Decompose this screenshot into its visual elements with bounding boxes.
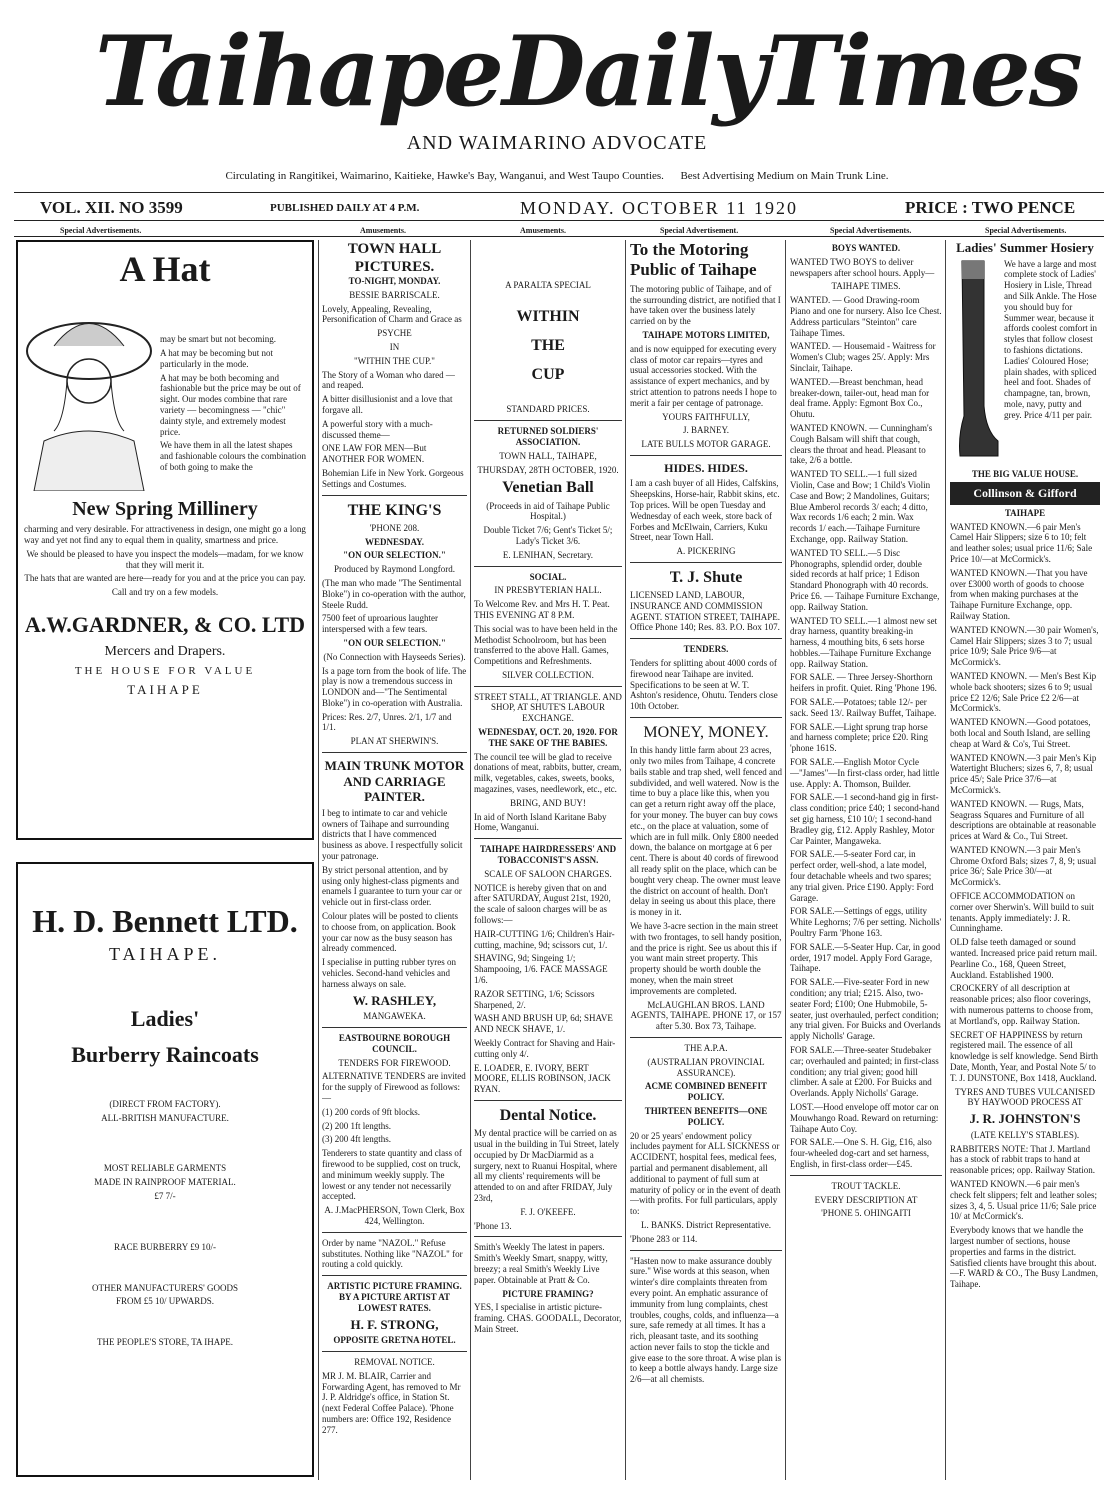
tenders-heading: TENDERS. [683,644,729,655]
want-10: FOR SALE.—Light sprung trap horse and harness complete; price £20. Ring 'phone 161S. [790,721,928,754]
bessie: BESSIE BARRISCALE. [349,289,440,300]
hides-heading: HIDES. HIDES. [664,460,748,475]
kings-phone: 'PHONE 208. [369,522,420,533]
want-7: WANTED TO SELL.—1 almost new set dray harness, quantity breaking-in harness, 4 mouthing bits, 6 sets horse hobbles.—Taihape Furniture Exchange opp. Railway Station. [790,615,938,669]
trout-tackle: TROUT TACKLE. [831,1180,901,1191]
money-text: In this handy little farm about 23 acres, only two miles from Taihape, 4 concrete bails stable and trap shed, well fenced and subdivided, and well watered. Now is the time to buy a place like this, when you can get a return right away off the place, for your money. The buyer can buy cows etc., on the place at valuation, some of which are in full milk. Only £800 needed down, the balance on mortgage at 6 per cent. There is about 40 cords of firewood all ready split on the place, which can be bought very cheap. The owner must leave the district on account of health. Don't delay in seeing us about this place, there is money in it. [630,745,782,918]
store-name: THE PEOPLE'S STORE, TA IHAPE. [96,1337,234,1348]
johnston-name: J. R. JOHNSTON'S [969,1111,1081,1127]
barney: J. BARNEY. [682,425,730,436]
race-burberry: RACE BURBERRY £9 10/- [114,1241,216,1252]
column-3 [474,240,622,1480]
column-2 [322,240,467,1480]
issue-price: PRICE : TWO PENCE [905,198,1076,217]
column-divider [470,240,471,1480]
motor-specialise: I specialise in putting rubber tyres on vehicles. Second-hand vehicles and harness always on sale. [322,957,456,989]
masthead-word-2: Daily [502,15,767,128]
plan-sherwins: PLAN AT SHERWIN'S. [350,736,439,747]
direct-factory: (DIRECT FROM FACTORY). [109,1098,221,1109]
ad-7: WANTED KNOWN. — Rugs, Mats, Seagrass Squares and Furniture of all descriptions are obtainable at reasonable prices at Ward & Co., Tui Street. [950,798,1096,842]
ad-10: OLD false teeth damaged or sound wanted. Increased price paid return mail. Pearline Co., 168, Queen Street, Auckland. Established 1900. [950,937,1098,980]
want-12: FOR SALE.—1 second-hand gig in first-class condition; price £40; 1 second-hand set gig harness, £10 10/; 1 second-hand Bradley gig, £12. Apply Rashley, Motor Car Painter, Mangaweka. [790,792,940,846]
millinery-text-3: The hats that are wanted are here—ready for you and at the price you can pay. [24,573,306,584]
hairdressers: TAIHAPE HAIRDRESSERS' AND TOBACCONIST'S ASSN. [479,844,617,866]
volume-number: VOL. XII. NO 3599 [40,198,183,217]
tenders-text: Tenders for splitting about 4000 cords of firewood near Taihape are invited. Specifications to be seen at W. T. Ashton's residence, Ohutu. Tenders close 10th October. [630,658,778,712]
removal-text: MR J. M. BLAIR, Carrier and Forwarding Agent, has removed to Mr J. P. Aldridge's office, in Station St. (next Federal Coffee Palace). 'Phone numbers are: Office 192, Residence 277. [322,1370,461,1435]
tonight-line: TO-NIGHT, MONDAY. [348,276,441,286]
shute-text: LICENSED LAND, LABOUR, INSURANCE AND COMMISSION AGENT. STATION STREET, TAIHAPE. Office Phone 140; Res. 83. P.O. Box 107. [630,590,781,633]
wash: WASH AND BRUSH UP, 6d; SHAVE AND NECK SHAVE, 1/. [474,1013,613,1035]
from-price: FROM £5 10/ UPWARDS. [115,1296,215,1307]
strong-location: OPPOSITE GRETNA HOTEL. [333,1335,456,1346]
the-word: THE [531,336,565,354]
issue-date: MONDAY. OCTOBER 11 1920 [520,198,799,218]
motoring-p2: and is now equipped for executing every class of motor car repairs—tyres and usual accessories stocked. With the assistance of expert mechanics, and by strict attention to patrons needs I hope to merit a fair per centage of patronage. [630,343,777,408]
okeefe: F. J. O'KEEFE. [520,1206,576,1217]
collinson-gifford: Collinson & Gifford [973,486,1077,501]
money-heading: MONEY, MONEY. [643,724,769,742]
saloon-scale: SCALE OF SALOON CHARGES. [484,868,612,879]
motor-strict: By strict personal attention, and by using only highest-class pigments and enamels I guarantee to turn your car or vehicle out in first-class order. [322,864,462,908]
house-line: THE HOUSE FOR VALUE [74,665,256,678]
eastbourne: EASTBOURNE BOROUGH COUNCIL. [338,1033,451,1054]
pickering: A. PICKERING [676,546,736,557]
hides-text: I am a cash buyer of all Hides, Calfskins, Sheepskins, Horse-hair, Rabbit skins, etc. Top prices. Will be open Tuesday and Wednesday of each week, store back of Forbes and McElwain, Carriers, Kuku Street, near Town Hall. [630,478,780,543]
column-1 [16,240,314,1480]
column-divider [785,240,786,1480]
burberry-heading: Burberry Raincoats [71,1042,259,1068]
story: The Story of a Woman who dared —and reaped. [322,369,455,391]
boys-text: WANTED TWO BOYS to deliver newspapers after school hours. Apply— [790,256,935,278]
millinery-heading: New Spring Millinery [72,498,258,521]
taihape-times: TAIHAPE TIMES. [831,281,901,292]
stall-text: The council tee will be glad to receive donations of meat, rabbits, butter, cream, milk, vegetables, cakes, sweets, books, magazines, vases, needlework, etc., etc. [474,751,622,795]
separator [322,1275,467,1276]
within-cup: "WITHIN THE CUP." [354,355,435,366]
collinson-gifford-logo [950,482,1100,504]
goodall: YES, I specialise in artistic picture-framing. CHAS. GOODALL, Decorator, Main Street. [474,1302,622,1334]
masthead-word-3: Times [766,15,1081,128]
page-torn: Is a page torn from the book of life. The play is now a tremendous success in LONDON and—"The Sentimental Bloke") in co-operation with Australia. [322,665,467,708]
separator [474,1100,622,1101]
all-british: ALL-BRITISH MANUFACTURE. [101,1112,229,1123]
masthead-word-1: Taihape [95,15,503,128]
category-header-3: Amusements. [520,226,566,235]
want-16: FOR SALE.—Five-seater Ford in new condition; any trial; £215. Also, two-seater Ford; £100; One Hubmobile, 5-seater, just overhauled, perfect condition; any trial given. For Buicks and Overlands apply Nicholls' Garage. [790,977,941,1042]
no-connection: (No Connection with Hayseeds Series). [323,651,466,662]
want-4: WANTED KNOWN. — Cunningham's Cough Balsam will shift that cough, clears the throat and head. Pleasant to take, 2/6 a bottle. [790,422,933,466]
social-heading: SOCIAL. [529,571,567,582]
nazol: Order by name "NAZOL." Refuse substitutes. Nothing like "NAZOL" for routing a cold quickly. [322,1237,463,1270]
presby-hall: IN PRESBYTERIAN HALL. [494,585,602,596]
kings-heading: THE KING'S [347,501,442,519]
smiths-weekly: Smith's Weekly The latest in papers. Smith's Weekly Smart, snappy, witty, breezy; a real Smith's Weekly Live paper. Obtainable at Pratt & Co. [474,1242,608,1285]
lenihan: E. LENIHAN, Secretary. [502,549,594,560]
feet-laughter: 7500 feet of uproarious laughter interspersed with a few tears. [322,613,438,635]
ad-1: WANTED KNOWN.—6 pair Men's Camel Hair Slippers; size 6 to 10; felt and leather soles; usual price 11/6; Sale Price 10/—at McCormick's. [950,521,1093,564]
ad-2: WANTED KNOWN.—That you have over £3000 worth of goods to choose from when making purchases at the Taihape Furniture Exchange, opp. Railway Station. [950,567,1088,621]
rainproof-line: MADE IN RAINPROOF MATERIAL. [94,1177,236,1188]
category-header-5: Special Advertisements. [830,226,912,235]
want-5: WANTED TO SELL.—1 full sized Violin, Case and Bow; 1 Child's Violin Case and Bow; 2 Mandolines, Guitars; Blue Amberol records 3/ each; 4 ditto, Wax records 1/6 each; 2 min. Wax records 1/ each.—Taihape Furniture Exchange, opp. Railway Station. [790,469,931,544]
motor-painter-heading: MAIN TRUNK MOTOR AND CARRIAGE PAINTER. [324,758,465,805]
loader-names: E. LOADER, E. IVORY, BERT MOORE, ELLIS ROBINSON, JACK RYAN. [474,1062,611,1095]
millinery-text-1: charming and very desirable. For attractiveness in design, one might go a long way and yet not find any to equal them in quality, smartness and price. [24,524,306,545]
apa-full: (AUSTRALIAN PROVINCIAL ASSURANCE). [647,1056,765,1078]
bohemian: Bohemian Life in New York. Gorgeous Settings and Costumes. [322,467,464,489]
man-who: (The man who made "The Sentimental Bloke") in co-operation with the author, Steele Rudd. [322,577,466,610]
category-header-2: Amusements. [360,226,406,235]
welcome: To Welcome Rev. and Mrs H. T. Peat. THIS EVENING AT 8 P.M. [474,599,610,620]
separator [474,566,622,567]
tyres-line: TYRES AND TUBES VULCANISED BY HAYWOOD PROCESS AT [955,1086,1095,1108]
millinery-text-4: Call and try on a few models. [111,587,219,598]
weekly-contract: Weekly Contract for Shaving and Hair-cutting only 4/. [474,1038,616,1059]
column-4 [630,240,782,1480]
acme: ACME COMBINED BENEFIT POLICY. [644,1081,767,1103]
hosiery-heading: Ladies' Summer Hosiery [956,240,1094,255]
hasten: "Hasten now to make assurance doubly sure." Wise words at this season, when winter's dire complaints threaten from every point. An emphatic assurance of immunity from lung complaints, chest troubles, coughs, colds, and influenza—a sure, safe remedy at all times. It has a rich, pleasant taste, and its soothing action never fails to stop the tickle and give ease to the sore throat. A wise plan is to keep a bottle always handy. Large size 2/6—at all chemists. [630,1255,781,1385]
gardner-town: TAIHAPE [127,682,203,698]
circulation-line [0,170,1114,182]
paralta: A PARALTA SPECIAL [505,280,591,290]
ad-3: WANTED KNOWN.—30 pair Women's, Camel Hair Slippers; sizes 3 to 7; usual price 10/9; Sale Price 9/6—at McCormick's. [950,624,1099,668]
column-divider [945,240,946,1480]
kings-wednesday: WEDNESDAY. [364,536,425,547]
ball-tickets: Double Ticket 7/6; Gent's Ticket 5/; Lady's Ticket 3/6. [483,525,613,546]
silver-collection: SILVER COLLECTION. [502,669,594,680]
cords-2: (2) 200 1ft lengths. [322,1120,391,1131]
separator [474,686,622,687]
boys-wanted: BOYS WANTED. [831,243,901,253]
column-divider [625,240,626,1480]
want-3: WANTED.—Breast benchman, head breaker-down, tailer-out, head man for deal frame. Apply: Egmont Box Co., Ohutu. [790,376,930,420]
selection-title: "ON OUR SELECTION." [343,550,446,561]
returned-soldiers: RETURNED SOLDIERS' ASSOCIATION. [497,426,599,447]
standard-prices: STANDARD PRICES. [506,404,590,415]
category-header-6: Special Advertisements. [985,226,1067,235]
separator [630,455,782,456]
want-17: FOR SALE.—Three-seater Studebaker car; overhauled and painted; in first-class condition; any trial given; good hill climber. A sale at £200. For Buicks and Overlands. Apply Nicholls' Garage. [790,1044,939,1099]
hat-text-4: We have them in all the latest shapes and fashionable colours the combination of both going to make the [160,440,306,472]
want-11: FOR SALE.—English Motor Cycle—"James"—In first-class order, had little use. Apply: A. Thomson, Builder. [790,757,940,789]
want-2: WANTED. — Housemaid - Waitress for Women's Club; wages 25/. Apply: Mrs Sinclair, Taihape. [790,341,936,373]
separator [322,1027,467,1028]
townhall-heading: TOWN HALL PICTURES. [347,241,442,275]
gardner-hat-ad [16,240,314,840]
money-text-2: We have 3-acre section in the main street with two frontages, to sell handy position, and the price is right. See us about this if you want main street property. This property should be worth double the money, when the main street improvements are completed. [630,921,782,996]
motor-intimate: I beg to intimate to car and vehicle owners of Taihape and surrounding districts that I have commenced business as above. I respectfully solicit your patronage. [322,807,463,862]
separator [474,420,622,421]
hat-text-3: A hat may be both becoming and fashionable but the price may be out of sight. Our modes combine that rare variety — becomingness — "chic" dainty style, and extremely modest price. [160,372,301,437]
ad-9: OFFICE ACCOMMODATION on corner over Sherwin's. Will build to suit tenants. Apply immediately: J. R. Cunninghame. [950,891,1094,934]
masthead-subtitle: AND WAIMARINO ADVOCATE [406,132,708,154]
lovely: Lovely, Appealing, Revealing, Personification of Charm and Grace as [322,303,462,325]
dental-heading: Dental Notice. [499,1106,597,1124]
price-line: £7 7/- [154,1190,176,1201]
phone-13: 'Phone 13. [474,1220,512,1231]
cords-1: (1) 200 cords of 9ft blocks. [322,1106,420,1117]
collinson-town: TAIHAPE [1004,507,1046,518]
hair-cutting: HAIR-CUTTING 1/6; Children's Hair-cutting, machine, 9d; scissors cut, 1/. [474,928,615,950]
hat-text-1: may be smart but not becoming. [160,334,276,345]
want-18: LOST.—Hood envelope off motor car on Mouwhango Road. Reward on returning: Taihape Auto Coy. [790,1101,939,1134]
ad-12: SECRET OF HAPPINESS by return registered mail. The essence of all knowledge is self knowledge. Send Birth Date, Month, Year, and Postal Note 5/ to T. J. DUNSTONE, Box 1418, Auckland. [950,1029,1098,1083]
macpherson: A. J.MacPHERSON, Town Clerk, Box 424, Wellington. [324,1205,465,1226]
dental-text: My dental practice will be carried on as usual in the building in Tui Street, lately occupied by Dr MacDiarmid as a surgery, next to Ruanui Hospital, where all my clients' requirements will be attended to on and after FRIDAY, July 23rd, [474,1128,619,1203]
reliable-line: MOST RELIABLE GARMENTS [103,1163,227,1174]
bitter: A bitter disillusionist and a love that forgave all. [322,394,453,415]
lady-hat-illustration [24,291,154,491]
want-6: WANTED TO SELL.—5 Disc Phonographs, splendid order, double sided records at half price; 1 Edison Standard Phonograph with 40 records. Price £6. — Taihape Furniture Exchange, opp. Railway Station. [790,547,940,612]
ad-11: CROCKERY of all description at reasonable prices; also floor coverings, with numerous patterns to choose from, at Mortland's, opp. Railway Station. [950,983,1093,1026]
separator [322,495,467,496]
shute-name: T. J. Shute [669,568,743,586]
column-6 [950,240,1100,1480]
separator [474,838,622,839]
rsa-townhall: TOWN HALL, TAIHAPE, [499,450,597,461]
want-14: FOR SALE.—Settings of eggs, utility White Leghorns; 7/6 per setting. Nicholls' Poultry Farm 'Phone 163. [790,906,942,939]
selection-title-2: "ON OUR SELECTION." [343,637,446,648]
rsa-date: THURSDAY, 28TH OCTOBER, 1920. [477,464,619,475]
kelly-stables: (LATE KELLY'S STABLES). [970,1129,1080,1140]
ad-6: WANTED KNOWN.—3 pair Men's Kip Watertight Bluchers; sizes 6, 7, 8; usual price 45/; Sale Price 37/6—at McCormick's. [950,752,1097,795]
ad-4: WANTED KNOWN. — Men's Best Kip whole back shooters; sizes 6 to 9; usual price £2 12/6; Sale Price £2 2/6—at McCormick's. [950,670,1097,714]
eastbourne-tenders: TENDERS FOR FIREWOOD. [338,1057,451,1068]
separator [322,752,467,753]
gardner-name: A.W.GARDNER, & CO. LTD [24,611,306,637]
masthead-title [95,8,1081,128]
framing-heading: PICTURE FRAMING? [502,1288,594,1299]
mercers-line: Mercers and Drapers. [104,644,226,660]
phone-283: 'Phone 283 or 114. [630,1233,698,1244]
rashley-name: W. RASHLEY, [352,992,437,1008]
separator [630,1250,782,1251]
cup-word: CUP [531,366,565,384]
ohingaiti: 'PHONE 5. OHINGAITI [821,1208,911,1219]
hat-text-2: A hat may be becoming but not particularly in the mode. [160,347,273,369]
hosiery-text: We have a large and most complete stock of Ladies' Hosiery in Lisle, Thread and Silk Ankle. The Hose you should buy for Summer wear, because it affords coolest comfort in styles that follow closest to fashions dictations. Ladies' Coloured Hose; plain shades, with spliced heel and foot. Shades of champagne, tan, brown, mole, navy, putty and grey. Price 4/11 per pair. [1004,258,1098,420]
other-goods: OTHER MANUFACTURERS' GOODS [92,1282,238,1293]
ad-14: WANTED KNOWN.—6 pair men's check felt slippers; felt and leather soles; sizes 3, 4, 5. Usual price 11/6; Sale price 10/ at McCormick's. [950,1179,1097,1222]
produced-by: Produced by Raymond Longford. [334,564,455,575]
separator [630,562,782,563]
category-header-4: Special Advertisement. [660,226,739,235]
street-stall: STREET STALL, AT TRIANGLE. AND SHOP, AT SHUTE'S LABOUR EXCHANGE. [474,691,622,724]
separator [322,1351,467,1352]
shaving: SHAVING, 9d; Singeing 1/; Shampooing, 1/6. FACE MASSAGE 1/6. [474,953,608,986]
category-header-1: Special Advertisements. [60,226,142,235]
separator [790,1175,942,1176]
want-9: FOR SALE.—Potatoes; table 12/- per sack. Seed 13/. Railway Buffet, Taihape. [790,697,937,718]
separator [630,638,782,639]
motor-colour: Colour plates will be posted to clients to choose from, on application. Book your car now as the busy season has already commenced. [322,911,458,954]
artistic-framing: ARTISTIC PICTURE FRAMING. BY A PICTURE ARTIST AT LOWEST RATES. [327,1281,462,1313]
want-13: FOR SALE.—5-seater Ford car, in perfect order, well-shod, a late model, four detachable wheels and two spares; any trial given. Price £190. Apply: Ford Garage. [790,849,934,903]
bennett-name: H. D. Bennett LTD. [32,903,298,939]
cords-3: (3) 200 4ft lengths. [322,1134,391,1145]
stocking-illustration [950,256,1000,466]
bennett-ad [16,862,314,1477]
hat-title: A Hat [119,249,211,289]
ball-proceeds: (Proceeds in aid of Taihape Public Hospital.) [486,500,610,522]
motoring-heading: To the Motoring Public of Taihape [630,240,757,280]
apa-text: 20 or 25 years' endowment policy includes payment for ALL SICKNESS or ACCIDENT, hospital fees, medical fees, partial and permanent disablement, all additional to payment of full sum at maturity of policy or in the event of death—with profits. For full particulars, apply to: [630,1130,781,1217]
motoring-p1: The motoring public of Taihape, and of the surrounding district, are notified that I have taken over the business lately carried on by the [630,283,781,327]
separator [322,1232,467,1233]
strong-name: H. F. STRONG, [350,1316,439,1332]
ad-8: WANTED KNOWN.—3 pair Men's Chrome Oxford Bals; sizes 7, 8, 9; usual price 36/; Sale Price 30/—at McCormick's. [950,844,1097,888]
best-medium-text: Best Advertising Medium on Main Trunk Line. [680,170,889,182]
karitane: In aid of North Island Karitane Baby Home, Wanganui. [474,811,607,833]
thirteen: THIRTEEN BENEFITS—ONE POLICY. [644,1105,768,1127]
rashley-town: MANGAWEKA. [363,1011,426,1022]
want-15: FOR SALE.—5-Seater Hup. Car, in good order, 1917 model. Apply Ford Garage, Taihape. [790,941,941,974]
bring-buy: BRING, AND BUY! [510,797,586,808]
mclaughlan: McLAUGHLAN BROS. LAND AGENTS, TAIHAPE. PHONE 17, or 157 after 5.30. Box 73, Taihape. [630,999,782,1032]
want-8: FOR SALE. — Three Jersey-Shorthorn heifers in profit. Quiet. Ring 'Phone 196. [790,672,937,694]
eastbourne-alt: ALTERNATIVE TENDERS are invited for the supply of Firewood as follows:— [322,1071,466,1103]
want-1: WANTED. — Good Drawing-room Piano and one for nursery. Also Ice Chest. Address particulars "Steinton" care Taihape Times. [790,295,942,338]
apa: THE A.P.A. [684,1042,728,1053]
separator [630,1037,782,1038]
separator [474,1236,622,1237]
taihape-motors: TAIHAPE MOTORS LIMITED, [642,329,770,340]
circulating-text: Circulating in Rangitikei, Waimarino, Kaitieke, Hawke's Bay, Wanganui, and West Taupo Counties. [225,170,664,182]
razor: RAZOR SETTING, 1/6; Scissors Sharpened, 2/. [474,988,595,1010]
column-5 [790,240,942,1480]
social-text: This social was to have been held in the Methodist Schoolroom, but has been transferred to the above Hall. Games, Competitions and Refreshments. [474,623,618,667]
rule-categories [14,236,1104,237]
psyche: PSYCHE [377,328,412,339]
want-19: FOR SALE.—One S. H. Gig, £16, also four-wheeled dog-cart and set harness, English, in first-class order—£45. [790,1137,932,1169]
tenderers: Tenderers to state quantity and class of firewood to be supplied, cost on truck, and minimum weekly supply. The lowest or any tender not necessarily accepted. [322,1148,462,1202]
every-description: EVERY DESCRIPTION AT [814,1194,918,1205]
stall-date: WEDNESDAY, OCT. 20, 1920. FOR THE SAKE OF THE BABIES. [478,727,618,748]
removal-heading: REMOVAL NOTICE. [354,1356,435,1367]
venetian-ball: Venetian Ball [502,479,594,497]
millinery-text-2: We should be pleased to have you inspect the models—madam, for we know that they will merit it. [26,548,304,570]
bennett-town: TAIHAPE. [108,944,222,965]
rule-top [14,192,1104,193]
ad-5: WANTED KNOWN.—Good potatoes, both local and South Island, are selling cheap at Ward & Co's, Tui Street. [950,717,1091,749]
kings-prices: Prices: Res. 2/7, Unres. 2/1, 1/7 and 1/1. [322,711,452,733]
published-line: PUBLISHED DAILY AT 4 P.M. [270,202,420,214]
rule-dateline [14,220,1104,221]
ad-13: RABBITERS NOTE: That J. Martland has a stock of rabbit traps to hand at reasonable prices; opp. Railway Station. [950,1143,1095,1176]
in-word: IN [389,341,400,352]
powerful: A powerful story with a much-discussed theme— [322,418,433,440]
ladies-heading: Ladies' [130,1005,200,1031]
yours-faithfully: YOURS FAITHFULLY, [662,411,750,422]
ad-15: Everybody knows that we handle the largest number of sections, house properties and farms in the district. Satisfied clients have brought this about.—F. WARD & CO., The Busy Landmen, Taihape. [950,1225,1098,1290]
column-divider [318,240,319,1480]
one-law: ONE LAW FOR MEN—But ANOTHER FOR WOMEN. [322,443,427,465]
within-word: WITHIN [516,307,580,325]
separator [630,717,782,718]
big-value-house: THE BIG VALUE HOUSE. [971,468,1079,479]
saloon-notice: NOTICE is hereby given that on and after SATURDAY, August 21st, 1920, the scale of saloon charges will be as follows:— [474,882,611,926]
bulls-garage: LATE BULLS MOTOR GARAGE. [641,439,771,450]
banks: L. BANKS. District Representative. [641,1219,771,1230]
